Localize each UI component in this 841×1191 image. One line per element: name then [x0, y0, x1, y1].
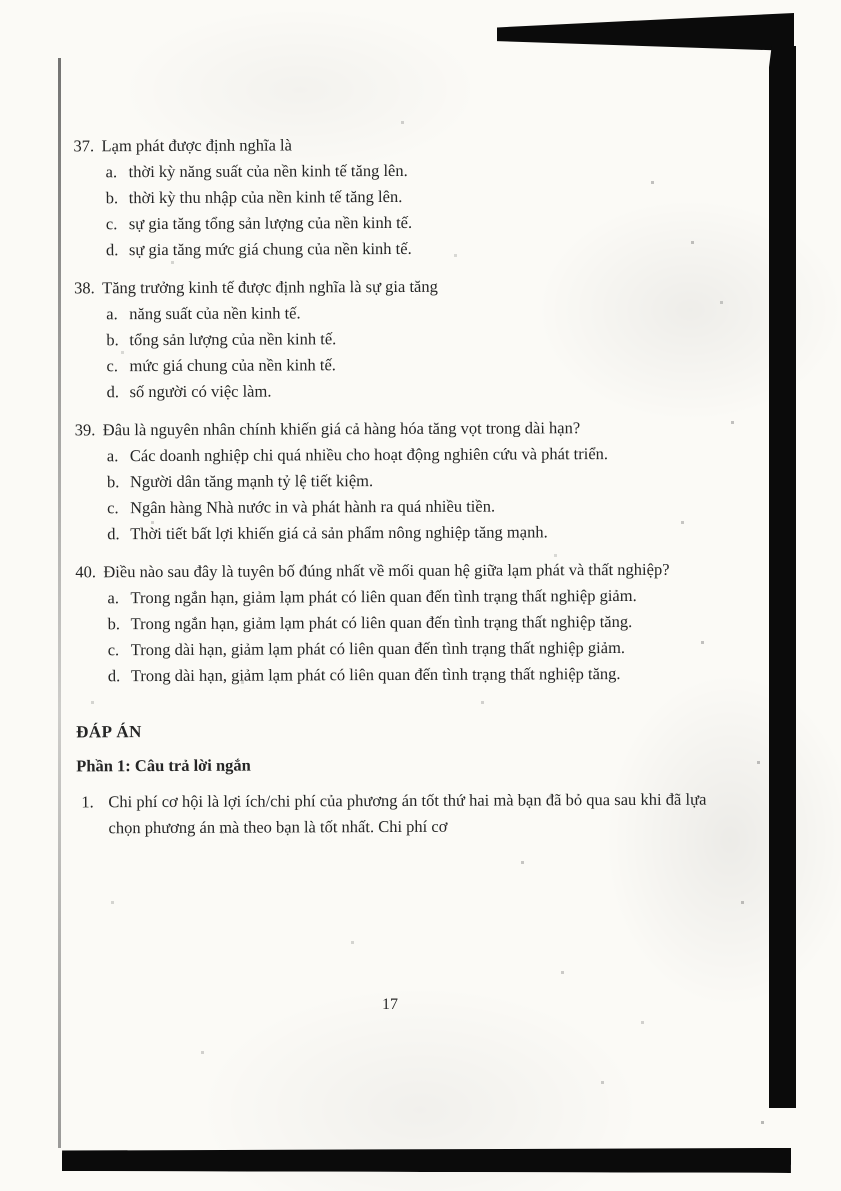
question-40 [75, 557, 706, 690]
question-text: Đâu là nguyên nhân chính khiến giá cả hàng hóa tăng vọt trong dài hạn? [102, 418, 581, 440]
option-d [106, 235, 704, 264]
option-c [107, 493, 705, 522]
option-letter: c. [105, 214, 118, 234]
question-head [75, 415, 705, 444]
option-b [107, 467, 705, 496]
option-text: thời kỳ thu nhập của nền kinh tế tăng lên. [128, 186, 403, 208]
option-letter: c. [106, 356, 118, 376]
option-text: Ngân hàng Nhà nước in và phát hành ra quá nhiều tiền. [130, 496, 496, 518]
question-number: 39. [74, 420, 96, 440]
option-text: mức giá chung của nền kinh tế. [129, 355, 336, 376]
option-text: Trong dài hạn, giảm lạm phát có liên quan đến tình trạng thất nghiệp tăng. [130, 663, 621, 686]
option-text: năng suất của nền kinh tế. [129, 303, 301, 324]
question-options [75, 583, 705, 690]
scan-artifact-right-bar [769, 46, 796, 1108]
option-letter: d. [107, 666, 121, 686]
option-d [107, 519, 705, 548]
option-text: Các doanh nghiệp chi quá nhiều cho hoạt động nghiên cứu và phát triển. [129, 444, 609, 466]
answers-part1-heading: Phần 1: Câu trả lời ngắn [76, 755, 251, 776]
option-a [106, 299, 704, 328]
option-letter: b. [106, 472, 120, 492]
page-number: 17 [382, 996, 398, 1013]
option-c [106, 209, 704, 238]
option-text: số người có việc làm. [129, 381, 272, 402]
answer-number: 1. [81, 792, 94, 812]
question-options [74, 157, 704, 264]
question-38 [74, 273, 705, 406]
answer-item-1 [76, 787, 706, 842]
question-text: Điều nào sau đây là tuyên bố đúng nhất về mối quan hệ giữa lạm phát và thất nghiệp? [103, 559, 670, 582]
option-letter: b. [105, 188, 119, 208]
option-c [108, 635, 706, 664]
answers-heading: ĐÁP ÁN [76, 722, 142, 742]
question-number: 37. [73, 136, 95, 156]
option-letter: c. [107, 640, 120, 660]
option-letter: a. [106, 446, 119, 466]
option-letter: d. [107, 524, 120, 544]
scan-artifact-left-edge [58, 58, 61, 1148]
question-text: Lạm phát được định nghĩa là [101, 135, 292, 156]
option-a [107, 583, 705, 612]
question-head [74, 273, 704, 302]
option-c [106, 351, 704, 380]
option-letter: d. [105, 240, 119, 260]
option-a [107, 441, 705, 470]
question-number: 38. [74, 278, 95, 298]
question-39 [75, 415, 706, 548]
option-text: Người dân tăng mạnh tỷ lệ tiết kiệm. [129, 471, 374, 492]
option-text: sự gia tăng mức giá chung của nền kinh tế. [128, 238, 412, 260]
option-text: sự gia tăng tổng sản lượng của nền kinh tế. [128, 212, 413, 234]
option-letter: d. [106, 382, 120, 402]
question-options [74, 299, 704, 406]
option-d [107, 377, 705, 406]
option-text: Trong ngắn hạn, giảm lạm phát có liên quan đến tình trạng thất nghiệp giảm. [130, 585, 637, 608]
option-d [108, 661, 706, 690]
option-text: Trong dài hạn, giảm lạm phát có liên quan đến tình trạng thất nghiệp giảm. [130, 637, 626, 660]
question-head [73, 131, 703, 160]
option-letter: b. [107, 614, 121, 634]
option-b [106, 183, 704, 212]
option-text: Trong ngắn hạn, giảm lạm phát có liên quan đến tình trạng thất nghiệp tăng. [130, 611, 633, 634]
question-options [75, 441, 705, 548]
option-text: Thời tiết bất lợi khiến giá cả sản phẩm nông nghiệp tăng mạnh. [130, 522, 548, 544]
option-letter: b. [106, 330, 119, 350]
scan-artifact-bottom-bar [62, 1146, 791, 1173]
option-a [106, 157, 704, 186]
scan-noise-speckles [0, 0, 1, 1]
option-letter: c. [107, 498, 119, 518]
option-b [106, 325, 704, 354]
document-content [73, 131, 706, 842]
question-number: 40. [75, 562, 97, 582]
option-letter: a. [106, 304, 118, 324]
question-text: Tăng trưởng kinh tế được định nghĩa là sự gia tăng [102, 276, 438, 298]
answer-text: Chi phí cơ hội là lợi ích/chi phí của phương án tốt thứ hai mà bạn đã bỏ qua sau khi đã lựa chọn phương án mà theo bạn là tốt nhất. Chi phí cơ [108, 789, 707, 838]
option-text: tổng sản lượng của nền kinh tế. [129, 329, 337, 350]
scan-artifact-top-bar [497, 13, 794, 51]
option-letter: a. [105, 162, 118, 182]
option-letter: a. [107, 588, 119, 608]
option-text: thời kỳ năng suất của nền kinh tế tăng lên. [128, 160, 408, 182]
option-b [108, 609, 706, 638]
question-head [75, 557, 705, 586]
question-37 [73, 131, 704, 264]
